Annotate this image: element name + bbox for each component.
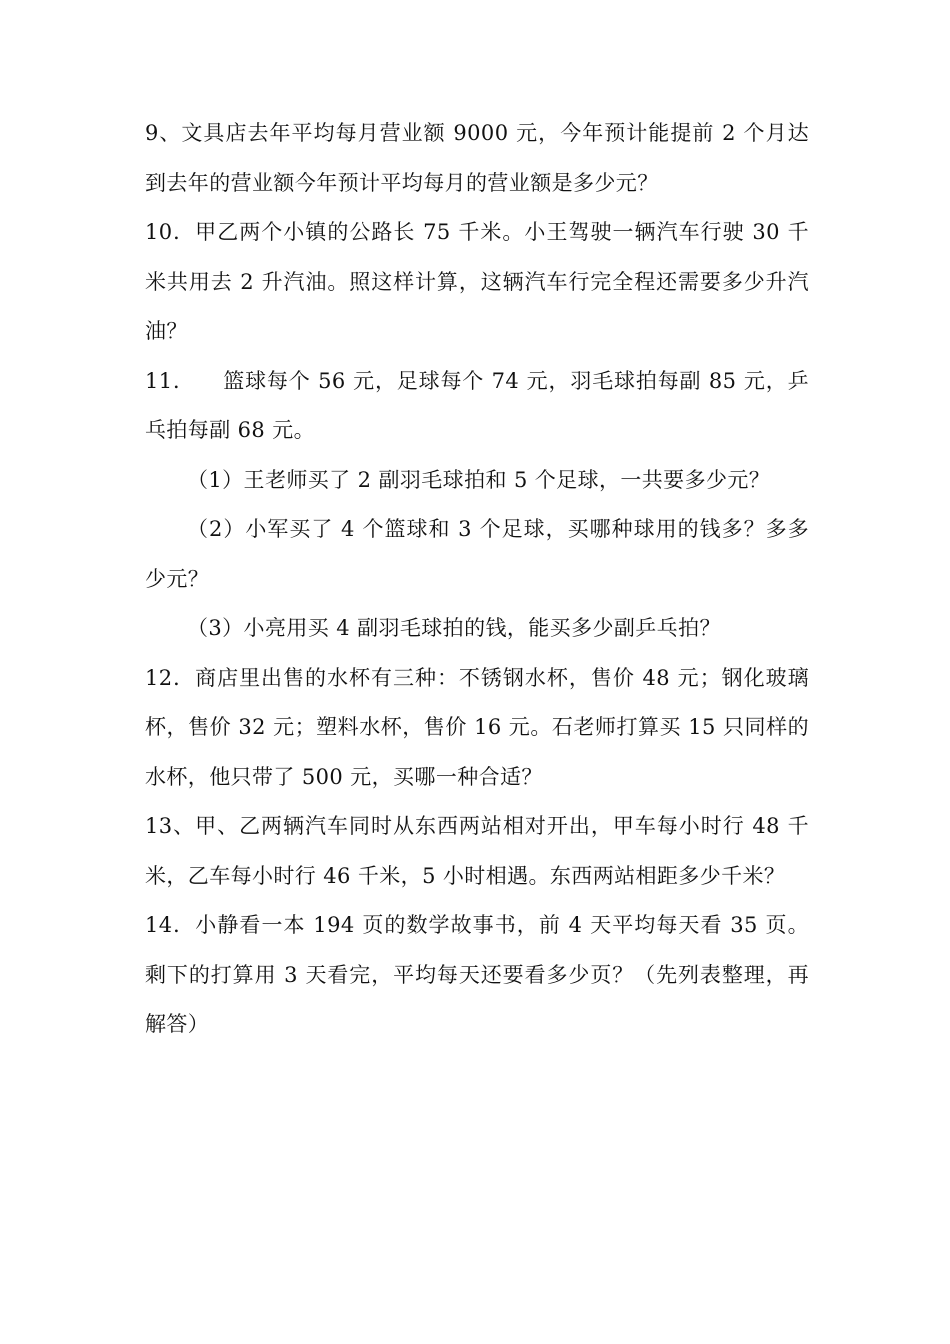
problem-11 <box>145 357 809 456</box>
problem-11-subquestion-2: （2）小军买了 4 个篮球和 3 个足球，买哪种球用的钱多？多多少元？ <box>145 517 809 591</box>
problem-12: 12．商店里出售的水杯有三种：不锈钢水杯，售价 48 元；钢化玻璃杯，售价 32 元；塑料水杯，售价 16 元。石老师打算买 15 只同样的水杯，他只带了 500 元，买哪一种合适？ <box>145 665 809 789</box>
problem-9: 9、文具店去年平均每月营业额 9000 元，今年预计能提前 2 个月达到去年的营业额今年预计平均每月的营业额是多少元？ <box>145 121 809 195</box>
problem-10: 10．甲乙两个小镇的公路长 75 千米。小王驾驶一辆汽车行驶 30 千米共用去 2 升汽油。照这样计算，这辆汽车行完全程还需要多少升汽油？ <box>145 220 809 343</box>
problem-13: 13、甲、乙两辆汽车同时从东西两站相对开出，甲车每小时行 48 千米，乙车每小时行 46 千米，5 小时相遇。东西两站相距多少千米？ <box>145 814 809 888</box>
problem-11-subquestion-3: （3）小亮用买 4 副羽毛球拍的钱，能买多少副乒乓拍？ <box>187 616 721 640</box>
problem-11-text: 篮球每个 56 元，足球每个 74 元，羽毛球拍每副 85 元，乒乓拍每副 68 元。 <box>145 368 809 442</box>
problem-11-subquestion-1: （1）王老师买了 2 副羽毛球拍和 5 个足球，一共要多少元？ <box>187 467 771 492</box>
problem-list <box>145 109 809 1050</box>
problem-14: 14．小静看一本 194 页的数学故事书，前 4 天平均每天看 35 页。剩下的打算用 3 天看完，平均每天还要看多少页？（先列表整理，再解答） <box>145 913 809 1036</box>
problem-11-number: 11． <box>145 368 195 393</box>
